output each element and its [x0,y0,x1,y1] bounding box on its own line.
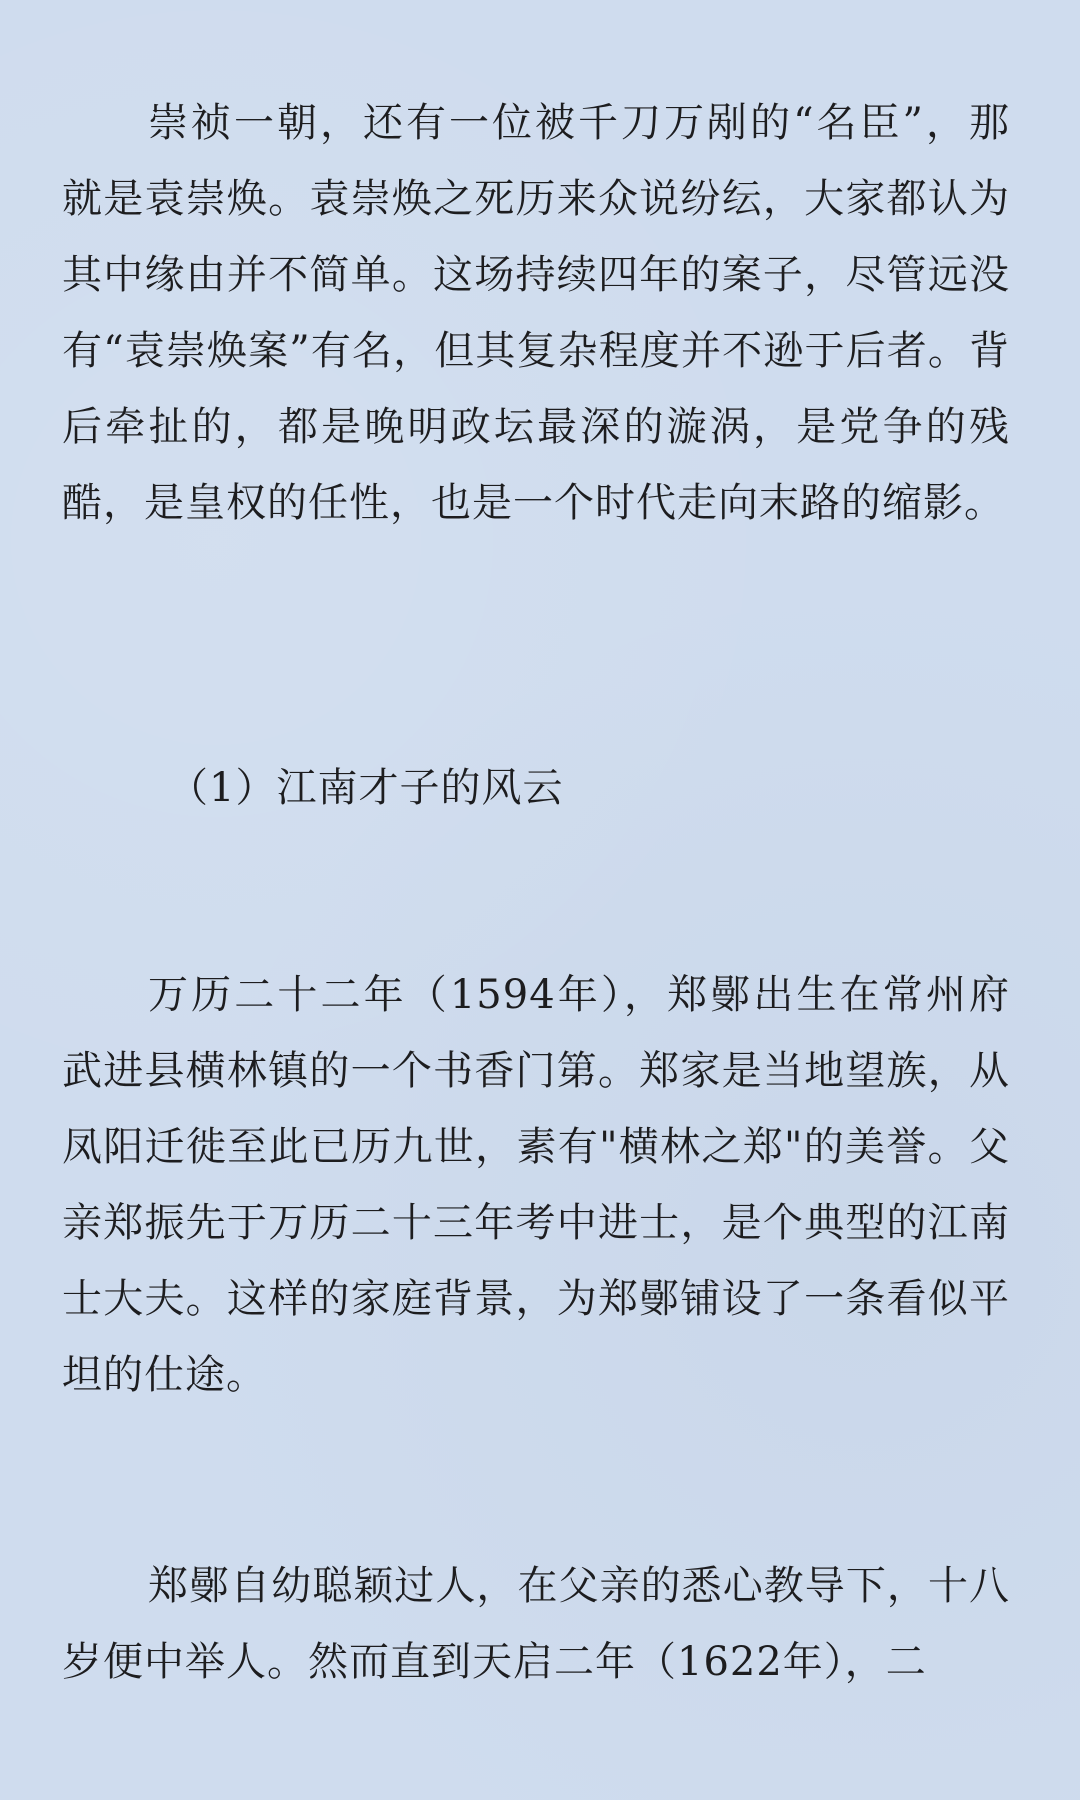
paragraph-youth: 郑鄤自幼聪颖过人，在父亲的悉心教导下，十八岁便中举人。然而直到天启二年（1622年），二 [62,1563,1010,1685]
section-heading: （1）江南才子的风云 [168,765,564,811]
paragraph-intro: 崇祯一朝，还有一位被千刀万剐的“名臣”，那就是袁崇焕。袁崇焕之死历来众说纷纭，大家都认为其中缘由并不简单。这场持续四年的案子，尽管远没有“袁崇焕案”有名，但其复杂程度并不逊于后者。背后牵扯的，都是晚明政坛最深的漩涡，是党争的残酷，是皇权的任性，也是一个时代走向末路的缩影。 [62,100,1010,526]
paragraph-birth: 万历二十二年（1594年），郑鄤出生在常州府武进县横林镇的一个书香门第。郑家是当地望族，从凤阳迁徙至此已历九世，素有"横林之郑"的美誉。父亲郑振先于万历二十三年考中进士，是个典型的江南士大夫。这样的家庭背景，为郑鄤铺设了一条看似平坦的仕途。 [62,972,1010,1398]
